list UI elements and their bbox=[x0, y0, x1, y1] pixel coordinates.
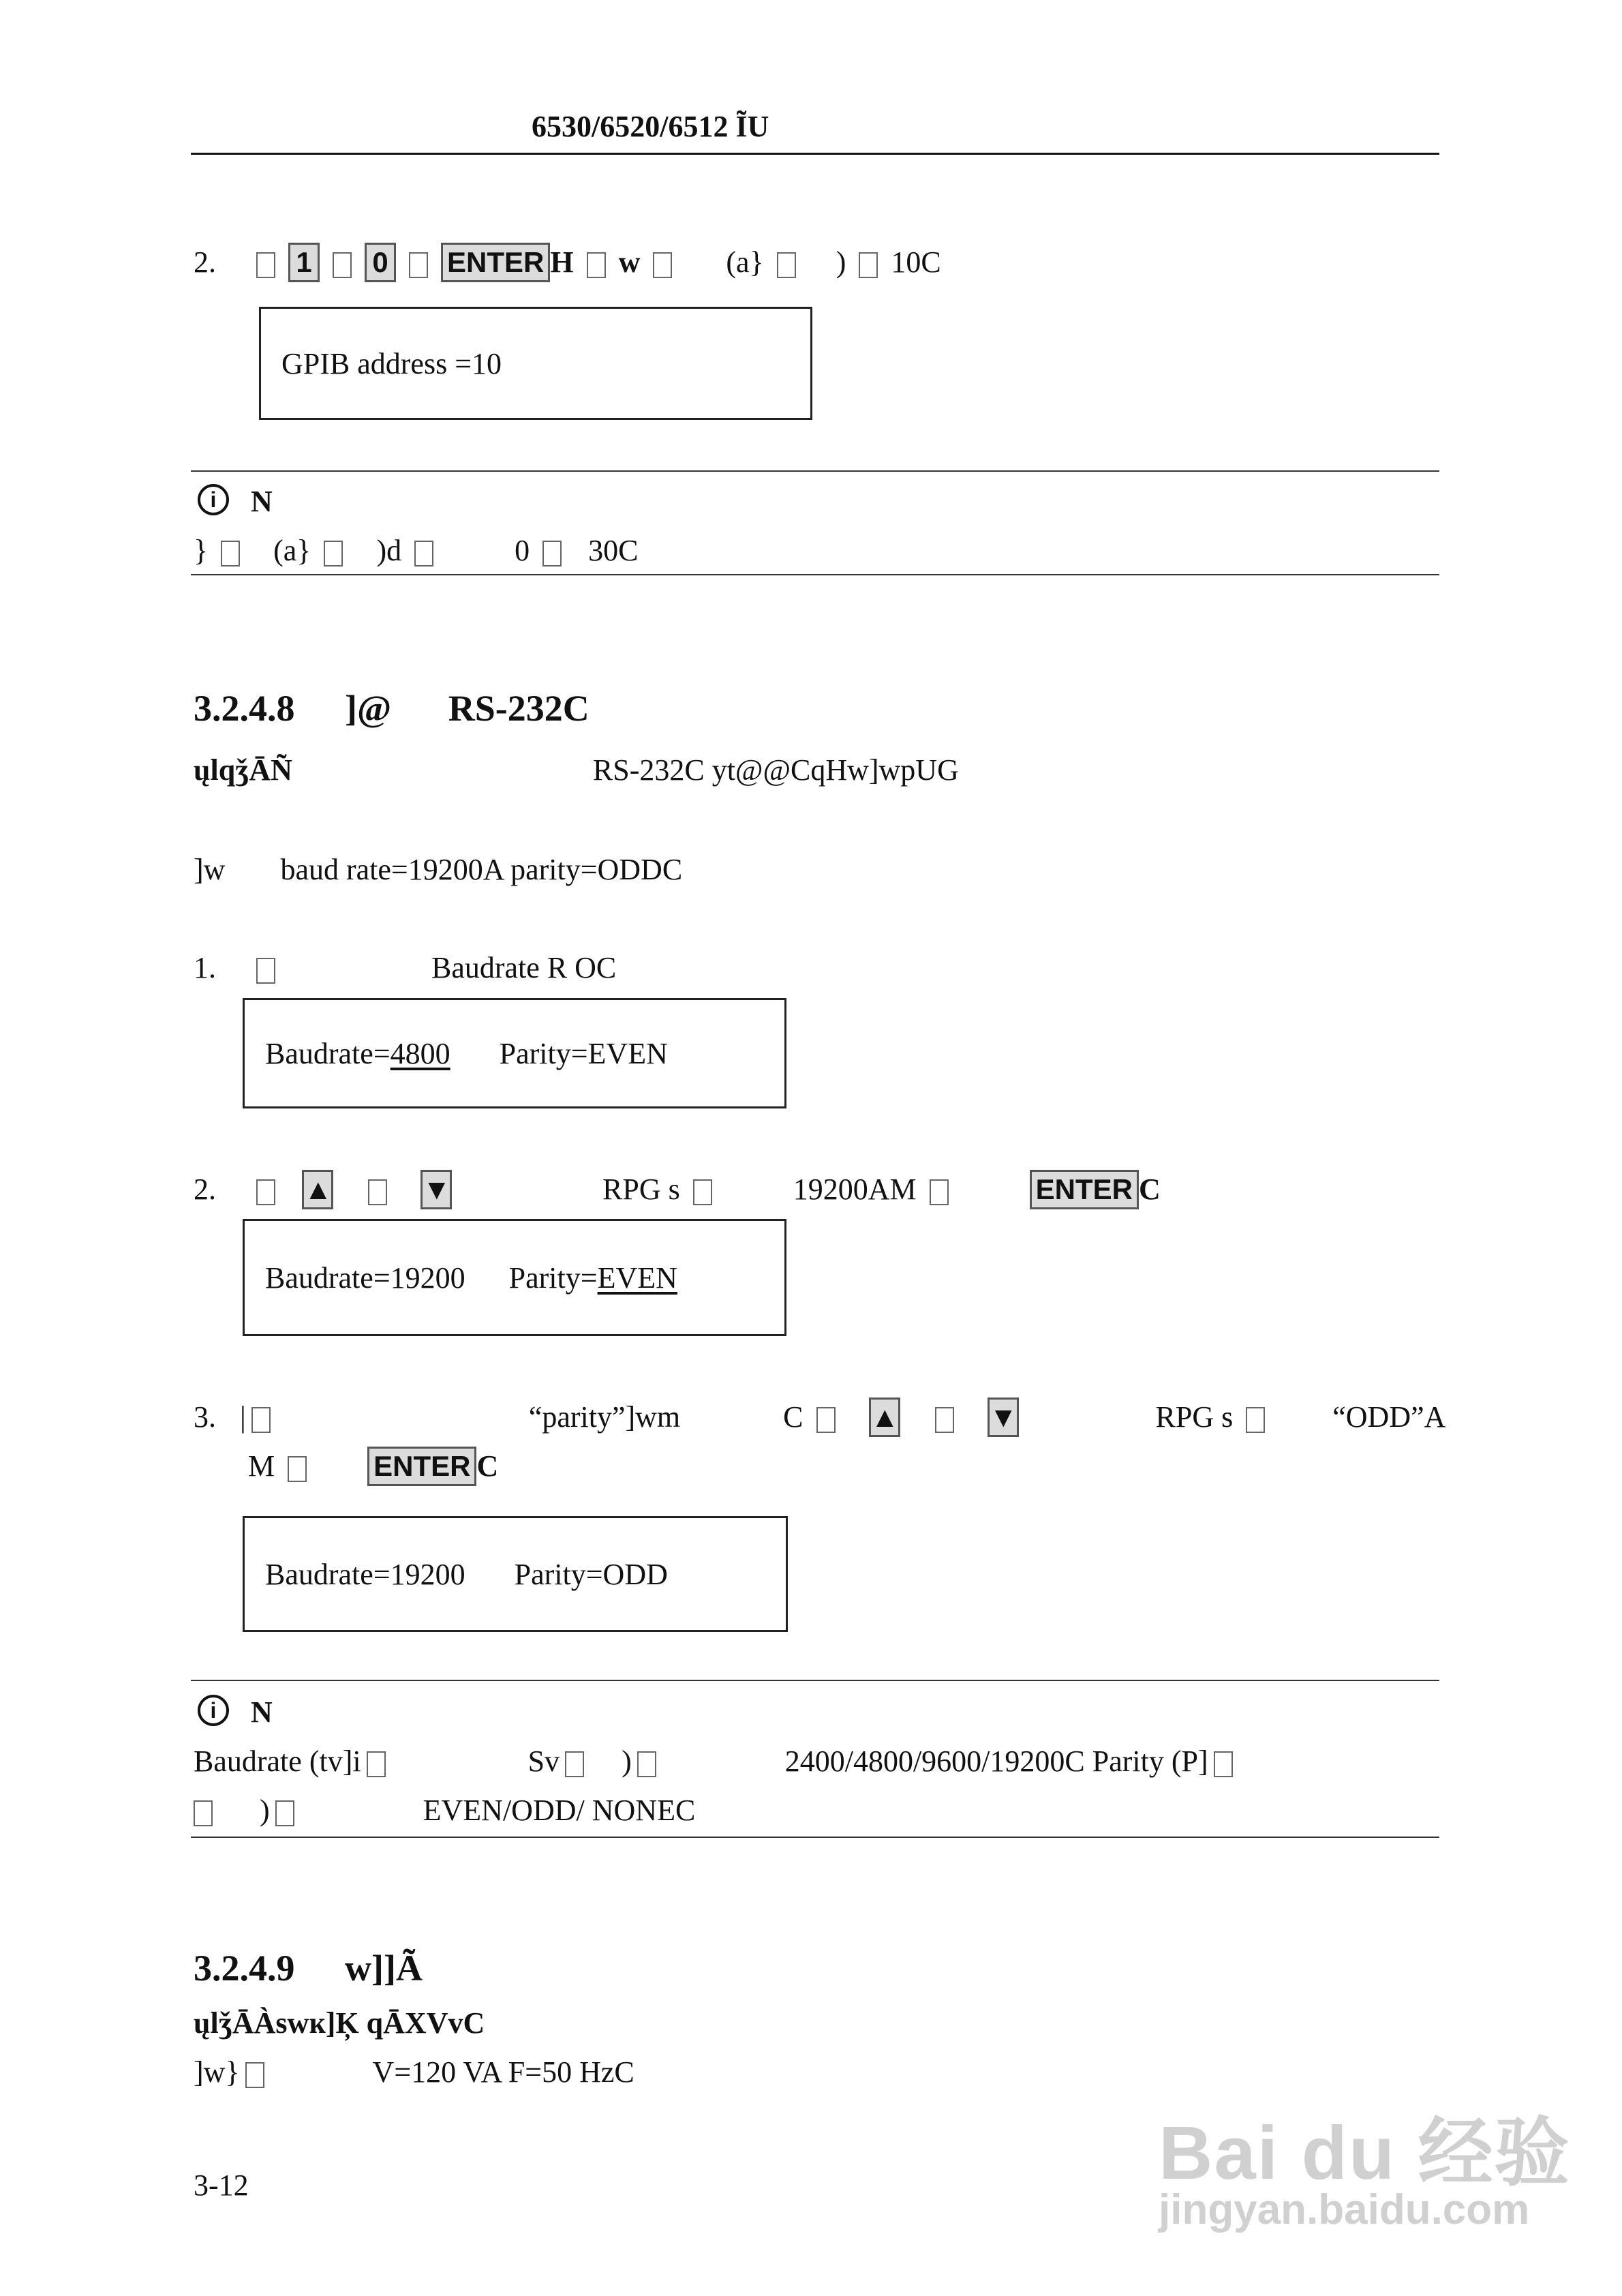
down-arrow-key: ▼ bbox=[420, 1170, 452, 1209]
watermark-url: jingyan.baidu.com bbox=[1159, 2186, 1530, 2233]
note-text-line2 bbox=[194, 1796, 695, 1826]
placeholder-glyph bbox=[542, 541, 562, 567]
rs232-step-1 bbox=[194, 953, 616, 984]
info-icon: i bbox=[198, 484, 229, 515]
page-header-title: 6530/6520/6512 ĨU bbox=[532, 110, 769, 143]
step-text: H bbox=[550, 245, 574, 279]
note-rule-bottom bbox=[191, 1837, 1439, 1838]
step-text: RPG s bbox=[1155, 1400, 1234, 1434]
note-fragment: ) bbox=[260, 1794, 270, 1827]
placeholder-glyph bbox=[256, 252, 275, 278]
note-fragment: Sv bbox=[527, 1744, 560, 1778]
lcd-text: Baudrate=19200 bbox=[265, 1260, 465, 1295]
note-text bbox=[194, 536, 638, 567]
placeholder-glyph bbox=[1246, 1407, 1265, 1433]
section-heading-3249 bbox=[194, 1947, 423, 1989]
step-text: C bbox=[476, 1449, 499, 1483]
rs232-step-2 bbox=[194, 1170, 1161, 1209]
example-label: ]w} bbox=[194, 2055, 240, 2089]
rs232-step-3-line1 bbox=[194, 1398, 1445, 1437]
step-text: w bbox=[618, 245, 641, 279]
header-rule bbox=[191, 153, 1439, 155]
key-enter: ENTER bbox=[1030, 1170, 1139, 1209]
lcd-display-gpib bbox=[259, 307, 812, 420]
placeholder-glyph bbox=[256, 958, 275, 984]
step-text: RPG s bbox=[602, 1173, 680, 1206]
note-rule-bottom bbox=[191, 574, 1439, 575]
rs232-step-3-line2 bbox=[248, 1447, 498, 1486]
placeholder-glyph bbox=[333, 252, 352, 278]
note-rule-top bbox=[191, 1680, 1439, 1681]
placeholder-glyph bbox=[324, 541, 343, 567]
note-fragment: ) bbox=[622, 1744, 632, 1778]
step-text: “parity”]wm bbox=[528, 1400, 681, 1434]
note-fragment: 30C bbox=[588, 534, 639, 567]
step-text: (a} bbox=[726, 245, 764, 279]
example-line bbox=[194, 855, 682, 885]
placeholder-glyph bbox=[221, 541, 240, 567]
section-heading-3248 bbox=[194, 687, 590, 729]
placeholder-glyph bbox=[414, 541, 433, 567]
placeholder-glyph bbox=[816, 1407, 836, 1433]
step-number: 2. bbox=[194, 245, 216, 279]
note-rule-top bbox=[191, 470, 1439, 472]
section-title: ]@ bbox=[345, 688, 392, 729]
placeholder-glyph bbox=[777, 252, 796, 278]
lcd-cursor-value: 4800 bbox=[390, 1036, 450, 1070]
placeholder-glyph bbox=[288, 1456, 307, 1482]
lcd-display-step3 bbox=[243, 1516, 788, 1632]
lcd-display-step2 bbox=[243, 1219, 786, 1336]
lcd-text: GPIB address =10 bbox=[281, 346, 502, 380]
lcd-text: Parity= bbox=[508, 1260, 598, 1295]
example-text: V=120 VA F=50 HzC bbox=[372, 2055, 634, 2089]
key-enter: ENTER bbox=[367, 1447, 476, 1486]
step-text: C bbox=[1138, 1173, 1161, 1206]
step-number: 3. bbox=[194, 1400, 216, 1434]
placeholder-glyph bbox=[693, 1179, 712, 1205]
placeholder-glyph bbox=[368, 1179, 387, 1205]
note-fragment: } bbox=[194, 534, 209, 567]
note-fragment: EVEN/ODD/ NONEC bbox=[423, 1794, 696, 1827]
section-number: 3.2.4.8 bbox=[194, 688, 295, 729]
placeholder-glyph bbox=[935, 1407, 954, 1433]
step-text: 19200AM bbox=[793, 1173, 917, 1206]
step-text: “ODD”A bbox=[1332, 1400, 1446, 1434]
example-line bbox=[194, 2057, 634, 2088]
step-text: C bbox=[783, 1400, 804, 1434]
example-text: baud rate=19200A parity=ODDC bbox=[280, 853, 683, 886]
section-intro: ųlǯĀÀswĸ]Ķ qĀXVvC bbox=[194, 2006, 485, 2040]
placeholder-glyph bbox=[565, 1751, 584, 1777]
placeholder-glyph bbox=[256, 1179, 275, 1205]
note-fragment: )d bbox=[376, 534, 402, 567]
section-title: w]]Ã bbox=[345, 1948, 423, 1989]
note-fragment: 2400/4800/9600/19200C Parity (P] bbox=[784, 1744, 1208, 1778]
placeholder-glyph bbox=[637, 1751, 656, 1777]
lcd-text: Baudrate=19200 bbox=[265, 1557, 465, 1591]
step-text: Baudrate R OC bbox=[431, 951, 617, 984]
note-fragment: 0 bbox=[515, 534, 530, 567]
lcd-text: Baudrate= bbox=[265, 1036, 391, 1070]
key-1: 1 bbox=[288, 243, 320, 282]
up-arrow-key: ▲ bbox=[302, 1170, 333, 1209]
intro-fragment: ųlqǯĀÑ bbox=[194, 753, 292, 787]
info-icon: i bbox=[198, 1695, 229, 1726]
note-fragment: Baudrate (tv]i bbox=[194, 1744, 361, 1778]
step-text: | bbox=[240, 1400, 246, 1434]
step-text: 10C bbox=[891, 245, 941, 279]
lcd-text: Parity=EVEN bbox=[499, 1036, 668, 1070]
step-text: M bbox=[248, 1449, 275, 1483]
watermark-brand: Bai du 经验 bbox=[1159, 2111, 1571, 2195]
step-text: ) bbox=[836, 245, 846, 279]
placeholder-glyph bbox=[367, 1751, 386, 1777]
lcd-text: Parity=ODD bbox=[514, 1557, 668, 1591]
page-number: 3-12 bbox=[194, 2169, 249, 2202]
placeholder-glyph bbox=[859, 252, 878, 278]
intro-fragment: RS-232C yt@@CqHw]wpUG bbox=[592, 753, 959, 787]
down-arrow-key: ▼ bbox=[988, 1398, 1019, 1437]
lcd-display-step1 bbox=[243, 998, 786, 1108]
placeholder-glyph bbox=[409, 252, 428, 278]
placeholder-glyph bbox=[587, 252, 606, 278]
step-number: 1. bbox=[194, 951, 216, 984]
placeholder-glyph bbox=[245, 2062, 264, 2088]
placeholder-glyph bbox=[930, 1179, 949, 1205]
key-0: 0 bbox=[365, 243, 396, 282]
placeholder-glyph bbox=[194, 1800, 213, 1826]
key-enter: ENTER bbox=[441, 243, 550, 282]
example-label: ]w bbox=[194, 853, 226, 886]
note-text-line1 bbox=[194, 1744, 1238, 1778]
placeholder-glyph bbox=[1214, 1751, 1233, 1777]
lcd-cursor-value: EVEN bbox=[597, 1260, 677, 1295]
note-label: N bbox=[251, 485, 273, 518]
note-fragment: (a} bbox=[273, 534, 311, 567]
note-label: N bbox=[251, 1695, 273, 1729]
section-intro bbox=[194, 755, 959, 785]
section-title: RS-232C bbox=[448, 688, 590, 729]
placeholder-glyph bbox=[653, 252, 672, 278]
up-arrow-key: ▲ bbox=[869, 1398, 900, 1437]
step-number: 2. bbox=[194, 1173, 216, 1206]
section-number: 3.2.4.9 bbox=[194, 1948, 295, 1989]
placeholder-glyph bbox=[251, 1407, 271, 1433]
placeholder-glyph bbox=[275, 1800, 294, 1826]
gpib-step-2 bbox=[194, 243, 941, 282]
